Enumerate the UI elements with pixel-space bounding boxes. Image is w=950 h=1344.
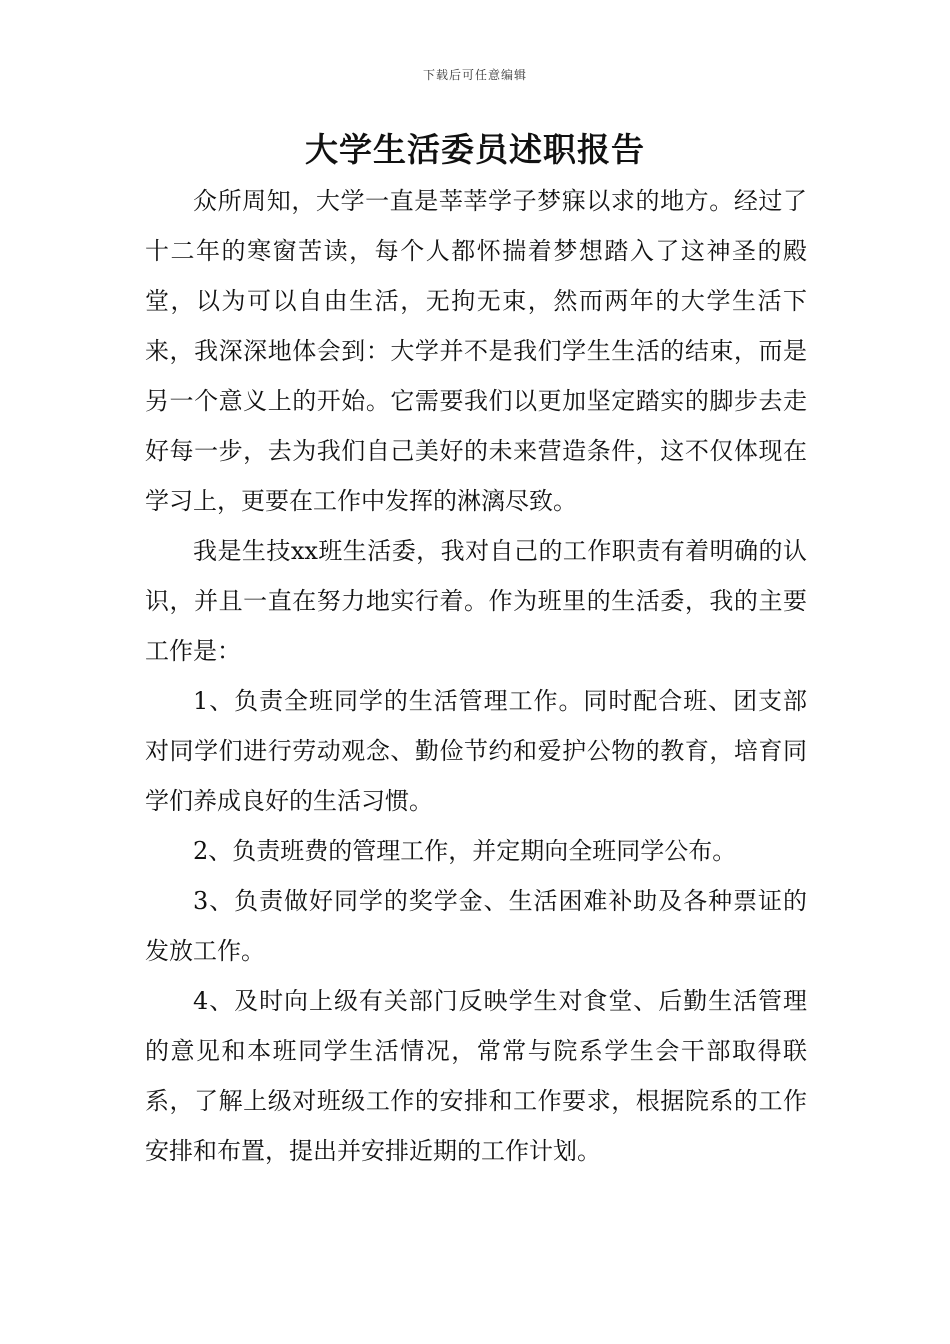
document-title: 大学生活委员述职报告: [305, 130, 645, 169]
paragraph-duty-1: 1、负责全班同学的生活管理工作。同时配合班、团支部对同学们进行劳动观念、勤俭节约和爱护公物的教育，培育同学们养成良好的生活习惯。: [145, 687, 807, 815]
paragraph-duty-2: 2、负责班费的管理工作，并定期向全班同学公布。: [193, 837, 737, 865]
header-note: 下载后可任意编辑: [422, 68, 527, 82]
document-body: [145, 176, 807, 1176]
paragraph-duty-3: 3、负责做好同学的奖学金、生活困难补助及各种票证的发放工作。: [145, 887, 807, 965]
paragraph-intro: 众所周知，大学一直是莘莘学子梦寐以求的地方。经过了十二年的寒窗苦读，每个人都怀揣着梦想踏入了这神圣的殿堂，以为可以自由生活，无拘无束，然而两年的大学生活下来，我深深地体会到：大学并不是我们学生生活的结束，而是另一个意义上的开始。它需要我们以更加坚定踏实的脚步去走好每一步，去为我们自己美好的未来营造条件，这不仅体现在学习上，更要在工作中发挥的淋漓尽致。: [145, 187, 807, 515]
paragraph-duty-4: 4、及时向上级有关部门反映学生对食堂、后勤生活管理的意见和本班同学生活情况，常常与院系学生会干部取得联系，了解上级对班级工作的安排和工作要求，根据院系的工作安排和布置，提出并安排近期的工作计划。: [145, 987, 807, 1165]
paragraph-role: 我是生技xx班生活委，我对自己的工作职责有着明确的认识，并且一直在努力地实行着。作为班里的生活委，我的主要工作是：: [145, 537, 807, 665]
